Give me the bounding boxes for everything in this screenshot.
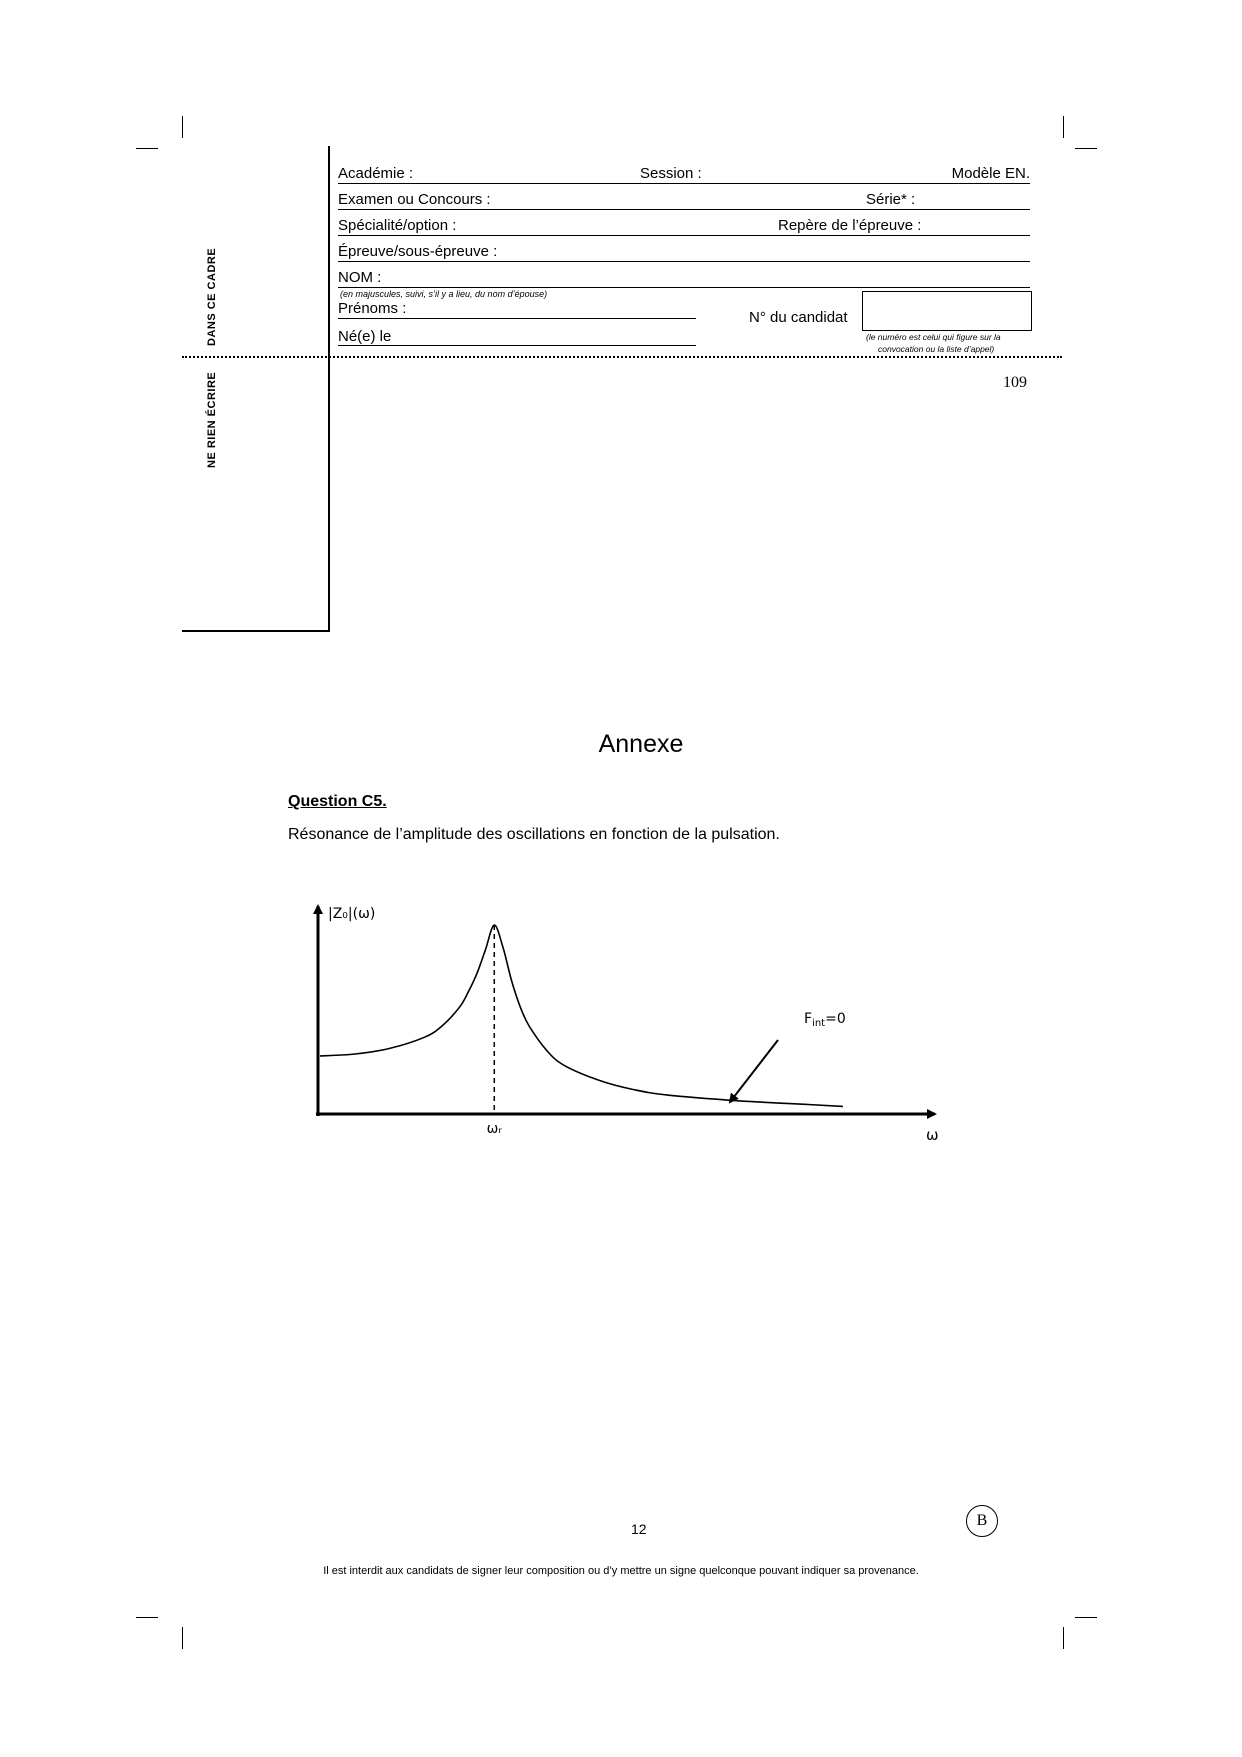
side-text-bottom: NE RIEN ÉCRIRE — [206, 371, 218, 468]
y-axis-label: |Z₀|(ω) — [328, 906, 376, 922]
nom-label: NOM : — [338, 269, 382, 286]
examen-label: Examen ou Concours : — [338, 191, 491, 208]
candidat-note-line2: convocation ou la liste d’appel) — [878, 344, 995, 354]
nele-label: Né(e) le — [338, 328, 392, 345]
annotation-suffix: =0 — [825, 1011, 846, 1027]
repere-label: Repère de l’épreuve : — [778, 217, 922, 234]
resonance-tick-label: ωᵣ — [486, 1121, 502, 1137]
specialite-label: Spécialité/option : — [338, 217, 457, 234]
academie-label: Académie : — [338, 165, 414, 182]
annotation-arrow — [730, 1040, 778, 1102]
resonance-curve — [320, 925, 843, 1106]
question-label: Question C5. — [288, 793, 387, 810]
candidat-note-line1: (le numéro est celui qui figure sur la — [866, 332, 1001, 342]
side-text-top: DANS CE CADRE — [206, 247, 218, 346]
circle-letter: B — [976, 1512, 988, 1529]
question-description: Résonance de l’amplitude des oscillations en fonction de la pulsation. — [288, 826, 780, 843]
footer-notice: Il est interdit aux candidats de signer leur composition ou d’y mettre un signe quelconque pouvant indiquer sa provenance. — [323, 1565, 919, 1577]
nom-note: (en majuscules, suivi, s’il y a lieu, du nom d’épouse) — [340, 289, 548, 299]
candidat-label: N° du candidat — [749, 309, 848, 326]
annotation-label — [804, 1011, 846, 1029]
session-label: Session : — [640, 165, 702, 182]
code-number: 109 — [1003, 374, 1027, 391]
serie-label: Série* : — [866, 191, 916, 208]
annotation-main: F — [804, 1011, 813, 1027]
page-number: 12 — [631, 1521, 647, 1537]
epreuve-label: Épreuve/sous-épreuve : — [338, 243, 498, 260]
modele-label: Modèle EN. — [951, 165, 1030, 182]
annotation-sub: int — [812, 1018, 826, 1029]
prenoms-label: Prénoms : — [338, 300, 407, 317]
x-axis-label: ω — [926, 1126, 939, 1144]
page-title: Annexe — [598, 730, 684, 758]
circle-badge — [966, 1505, 998, 1537]
